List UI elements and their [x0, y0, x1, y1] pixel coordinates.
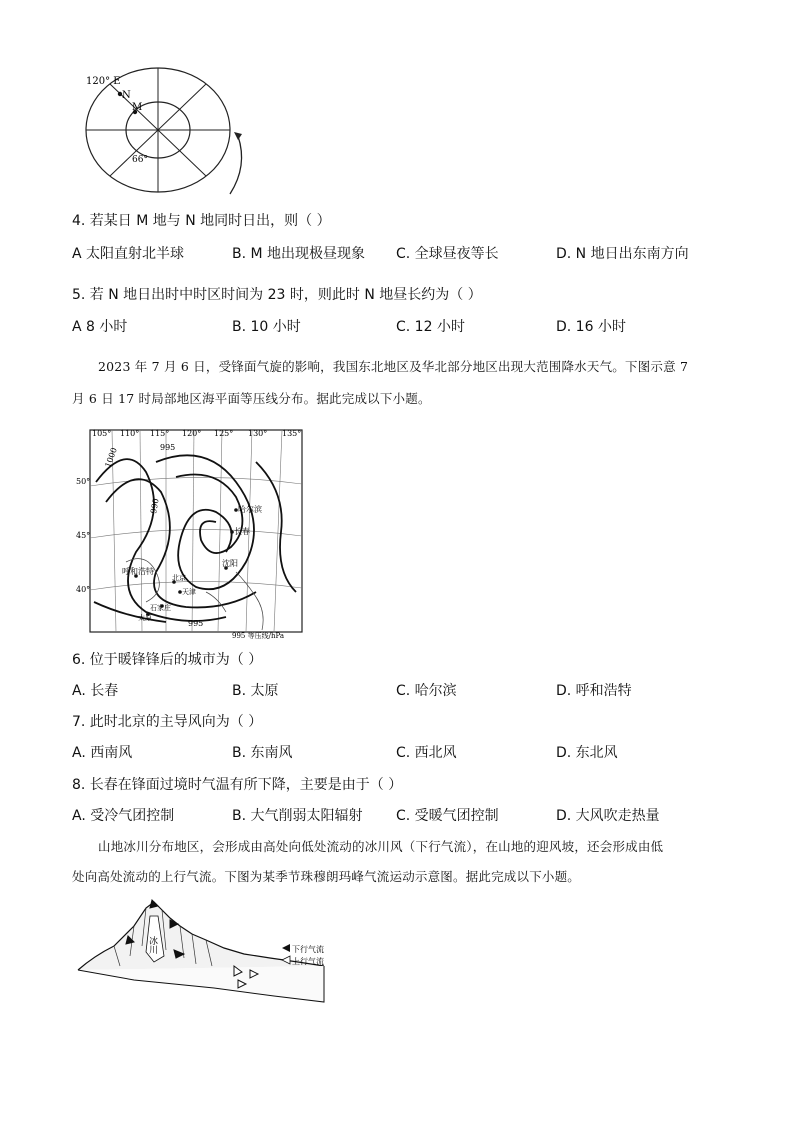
passage-1-line-1: 2023 年 7 月 6 日，受锋面气旋的影响，我国东北地区及华北部分地区出现大范围降水天气。下图示意 7 — [98, 359, 689, 374]
rotation-arrow — [230, 136, 242, 194]
city-shenyang: 沈阳 — [222, 559, 238, 568]
q4-option-d[interactable]: D. N 地日出东南方向 — [556, 246, 689, 262]
city-hohhot: 呼和浩特 — [122, 567, 154, 576]
city-shijiazhuang: 石家庄 — [150, 604, 171, 612]
lon-tick-135: 135° — [282, 429, 302, 438]
q8-option-c[interactable]: C. 受暖气团控制 — [396, 808, 499, 824]
q8-option-b[interactable]: B. 大气削弱太阳辐射 — [232, 808, 363, 824]
city-tianjin: 天津 — [182, 588, 196, 596]
question-7-stem: 7. 此时北京的主导风向为（ ） — [72, 714, 263, 730]
q5-option-c[interactable]: C. 12 小时 — [396, 319, 465, 335]
isobar-label-995-bottom: 995 — [188, 619, 204, 628]
q5-option-d[interactable]: D. 16 小时 — [556, 319, 626, 335]
isobar-label-990: 990 — [149, 497, 161, 515]
q4-option-a[interactable]: A 太阳直射北半球 — [72, 246, 185, 262]
rotation-arrowhead — [234, 132, 242, 140]
q7-option-c[interactable]: C. 西北风 — [396, 745, 457, 761]
mountain-base — [78, 966, 324, 1002]
point-n-label: N — [122, 90, 131, 101]
q7-option-d[interactable]: D. 东北风 — [556, 745, 618, 761]
lon-tick-120: 120° — [182, 429, 202, 438]
isobar-label-995-top: 995 — [160, 443, 176, 452]
q8-option-a[interactable]: A. 受冷气团控制 — [72, 808, 175, 824]
point-m-label: M — [132, 102, 143, 113]
mountain-airflow-diagram — [74, 896, 334, 1008]
isobar-map — [76, 422, 306, 640]
q6-option-d[interactable]: D. 呼和浩特 — [556, 683, 632, 699]
lon-tick-125: 125° — [214, 429, 234, 438]
q6-option-a[interactable]: A. 长春 — [72, 683, 119, 699]
polar-diagram — [80, 66, 260, 200]
legend-downflow-label: 下行气流 — [292, 945, 324, 954]
city-harbin: 哈尔滨 — [238, 505, 262, 514]
q8-option-d[interactable]: D. 大风吹走热量 — [556, 808, 660, 824]
q6-option-b[interactable]: B. 太原 — [232, 683, 279, 699]
q7-option-a[interactable]: A. 西南风 — [72, 745, 133, 761]
q7-option-b[interactable]: B. 东南风 — [232, 745, 293, 761]
map-legend: 995 等压线/hPa — [232, 632, 285, 640]
question-8-stem: 8. 长春在锋面过境时气温有所下降，主要是由于（ ） — [72, 777, 403, 793]
legend-upflow-label: 上行气流 — [292, 957, 324, 966]
lon-tick-105: 105° — [92, 429, 112, 438]
legend-downflow-arrow — [282, 944, 290, 952]
question-6-stem: 6. 位于暖锋锋后的城市为（ ） — [72, 652, 263, 668]
lat-label: 66° — [132, 155, 148, 165]
lon-tick-115: 115° — [150, 429, 170, 438]
city-changchun: 长春 — [234, 527, 250, 536]
lon-tick-130: 130° — [248, 429, 268, 438]
q5-option-a[interactable]: A 8 小时 — [72, 319, 128, 335]
lat-tick-40: 40° — [76, 585, 91, 594]
q4-option-c[interactable]: C. 全球昼夜等长 — [396, 246, 499, 262]
q5-option-b[interactable]: B. 10 小时 — [232, 319, 301, 335]
city-taiyuan: 太原 — [138, 614, 152, 622]
lon-tick-110: 110° — [120, 429, 140, 438]
isobar-label-1000: 1000 — [103, 446, 119, 469]
passage-2-line-2: 处向高处流动的上行气流。下图为某季节珠穆朗玛峰气流运动示意图。据此完成以下小题。 — [72, 869, 581, 884]
passage-1-line-2: 月 6 日 17 时局部地区海平面等压线分布。据此完成以下小题。 — [72, 391, 431, 406]
lat-tick-45: 45° — [76, 531, 91, 540]
q6-option-c[interactable]: C. 哈尔滨 — [396, 683, 457, 699]
lat-tick-50: 50° — [76, 477, 91, 486]
lon-label: 120° E — [86, 76, 121, 87]
city-beijing: 北京 — [172, 574, 186, 582]
glacier-label: 冰川 — [147, 936, 157, 954]
question-4-stem: 4. 若某日 M 地与 N 地同时日出，则（ ） — [72, 213, 331, 229]
passage-2-line-1: 山地冰川分布地区，会形成由高处向低处流动的冰川风（下行气流），在山地的迎风坡，还会形成由低 — [98, 839, 664, 854]
question-5-stem: 5. 若 N 地日出时中时区时间为 23 时，则此时 N 地昼长约为（ ） — [72, 287, 482, 303]
q4-option-b[interactable]: B. M 地出现极昼现象 — [232, 246, 366, 262]
